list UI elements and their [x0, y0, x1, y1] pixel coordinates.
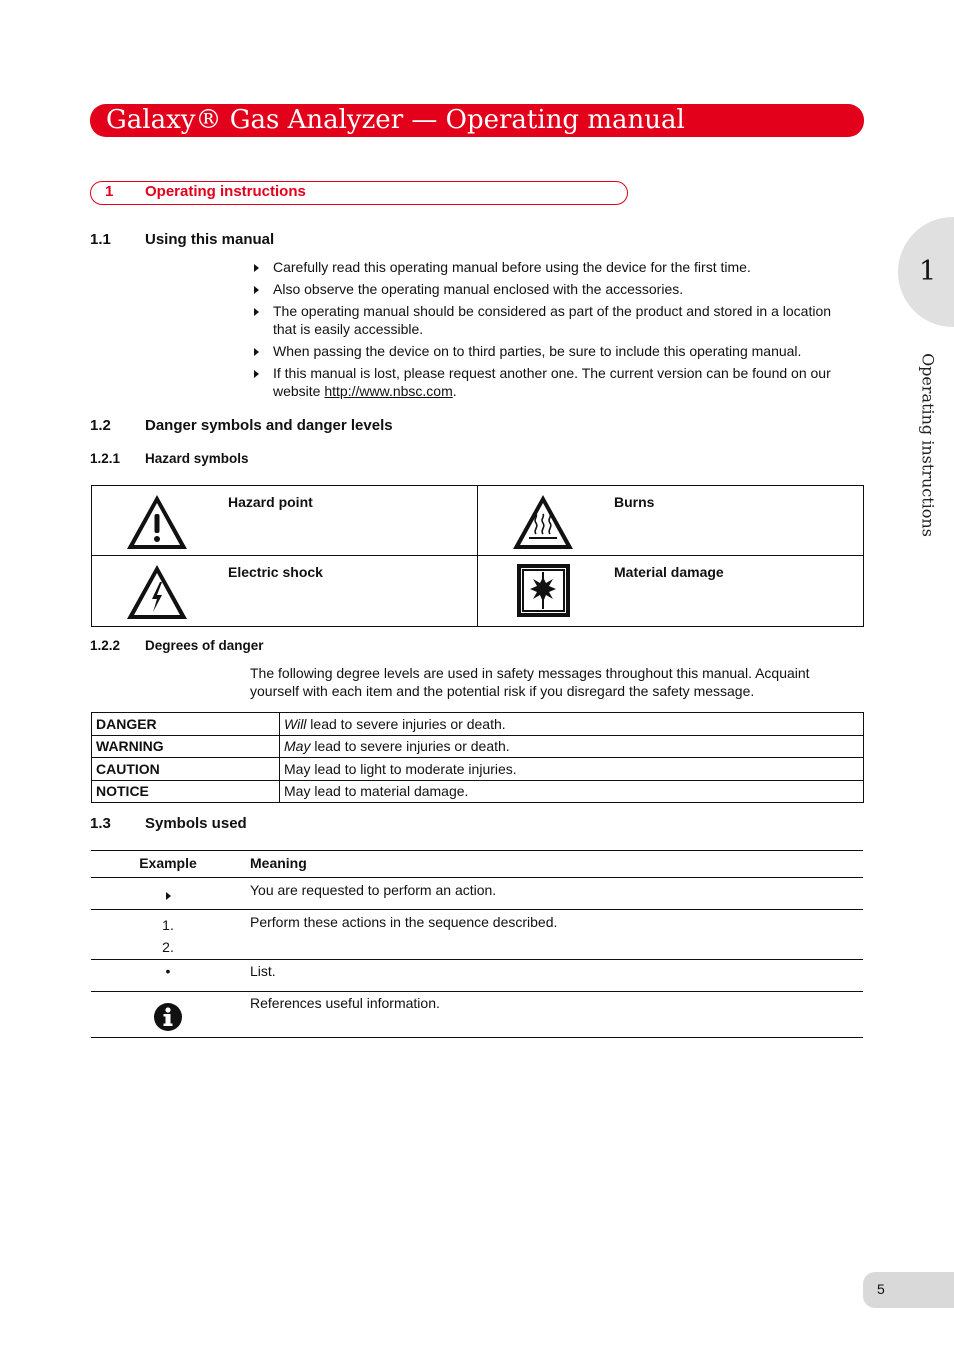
table-row — [91, 959, 863, 991]
action-arrow-icon — [254, 348, 259, 356]
hazard-symbols-table — [91, 485, 864, 627]
section-1-2-title: Danger symbols and danger levels — [145, 417, 393, 434]
section-1-2-number: 1.2 — [90, 417, 111, 434]
table-row — [91, 991, 863, 1038]
table-row — [91, 909, 863, 959]
section-1-2-2-number: 1.2.2 — [90, 638, 121, 653]
action-arrow-icon — [254, 308, 259, 316]
bullet-example: • — [165, 963, 171, 979]
hot-surface-icon — [510, 492, 576, 552]
level-key: CAUTION — [92, 758, 280, 781]
action-arrow-icon — [254, 370, 259, 378]
manual-title: Galaxy® Gas Analyzer — Operating manual — [106, 105, 685, 135]
level-key: NOTICE — [92, 780, 280, 803]
section-1-3-number: 1.3 — [90, 815, 111, 832]
table-header-row — [91, 850, 863, 877]
degrees-intro-paragraph: The following degree levels are used in safety messages throughout this manual. Acquaint yourself with each item and the potential risk if you disregard the safety message. — [250, 665, 810, 699]
symbol-meaning: You are requested to perform an action. — [250, 882, 497, 898]
section-1-2-2-title: Degrees of danger — [145, 638, 264, 653]
column-header-meaning: Meaning — [250, 855, 307, 871]
action-arrow-icon — [254, 264, 259, 272]
hazard-cell-burns: Burns — [478, 486, 864, 556]
danger-levels-table — [91, 712, 864, 803]
table-row — [91, 877, 863, 909]
hazard-cell-material-damage: Material damage — [478, 556, 864, 626]
usage-bullet-list — [254, 259, 854, 405]
symbol-meaning: List. — [250, 963, 276, 979]
list-item: Also observe the operating manual enclosed with the accessories. — [254, 281, 854, 299]
manual-title-bar — [90, 104, 864, 137]
list-item: When passing the device on to third parties, be sure to include this operating manual. — [254, 343, 854, 361]
electric-shock-icon — [124, 562, 190, 622]
section-1-2-1-title: Hazard symbols — [145, 451, 249, 466]
side-tab-label: Operating instructions — [918, 353, 938, 537]
section-1-1-number: 1.1 — [90, 231, 111, 248]
hazard-cell-hazard-point: Hazard point — [92, 486, 478, 556]
section-1-2-1-number: 1.2.1 — [90, 451, 121, 466]
website-link[interactable]: http://www.nbsc.com — [324, 382, 453, 399]
symbol-meaning: Perform these actions in the sequence described. — [250, 914, 558, 930]
list-item: The operating manual should be considered as part of the product and stored in a location that is easily accessible. — [254, 303, 854, 338]
level-key: WARNING — [92, 735, 280, 758]
info-icon — [153, 1002, 183, 1032]
level-key: DANGER — [92, 713, 280, 736]
table-row — [92, 735, 864, 758]
list-item: Carefully read this operating manual before using the device for the first time. — [254, 259, 854, 277]
material-damage-icon — [516, 563, 571, 618]
table-row — [92, 713, 864, 736]
action-arrow-icon — [254, 286, 259, 294]
numbered-example: 1. 2. — [162, 917, 174, 955]
level-meaning: May lead to severe injuries or death. — [280, 735, 864, 758]
level-meaning: Will lead to severe injuries or death. — [280, 713, 864, 736]
page-number: 5 — [877, 1281, 885, 1297]
chapter-title: Operating instructions — [145, 183, 306, 200]
list-item: If this manual is lost, please request another one. The current version can be found on our website http://www.nbsc.com. — [254, 365, 854, 400]
table-row — [92, 758, 864, 781]
symbols-used-table — [91, 850, 863, 1038]
chapter-number: 1 — [105, 183, 114, 200]
hazard-cell-electric-shock: Electric shock — [92, 556, 478, 626]
table-row — [92, 780, 864, 803]
action-arrow-icon — [166, 892, 171, 900]
warning-icon — [124, 492, 190, 552]
column-header-example: Example — [139, 855, 197, 871]
section-1-1-title: Using this manual — [145, 231, 275, 248]
level-meaning: May lead to material damage. — [280, 780, 864, 803]
section-1-3-title: Symbols used — [145, 815, 247, 832]
symbol-meaning: References useful information. — [250, 995, 440, 1011]
level-meaning: May lead to light to moderate injuries. — [280, 758, 864, 781]
side-tab-number: 1 — [919, 256, 937, 287]
